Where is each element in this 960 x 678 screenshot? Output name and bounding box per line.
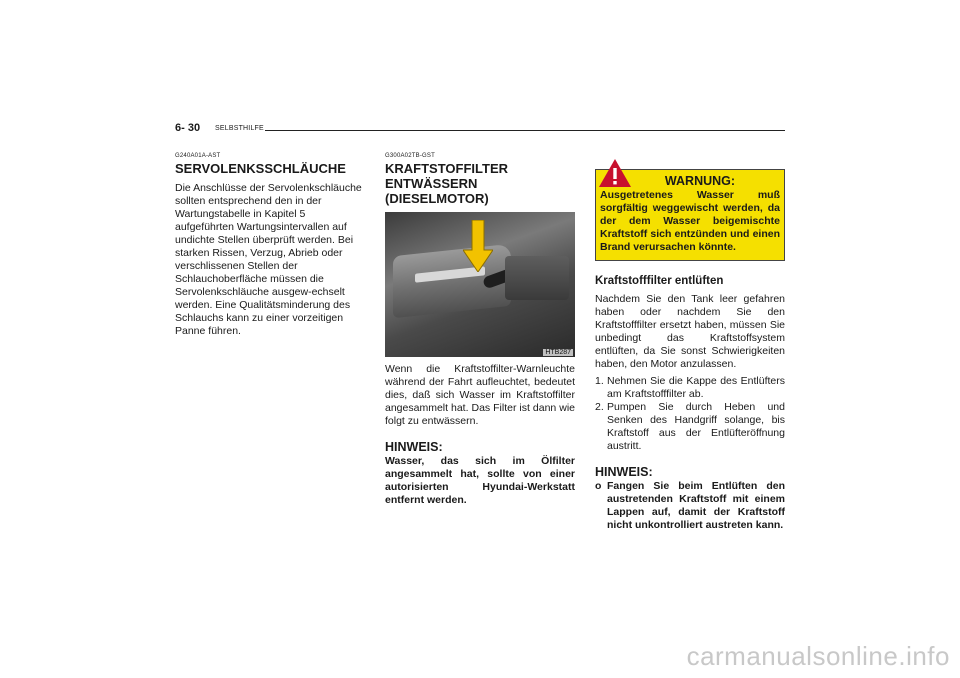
fuel-filter: [505, 256, 569, 300]
column-fuel-filter-drain: [385, 153, 575, 507]
note-list: [595, 480, 785, 532]
warning-box: [595, 169, 785, 261]
section-body: Die Anschlüsse der Servolenkschläuche sollten entsprechend den in der Wartungstabelle in Kapitel 5 aufgeführten Wartungsintervallen auf undichte Stellen überprüft werden. Bei starken Rissen, Verzug, Abrieb oder verschlissenen Stellen der Schlauchoberfläche müssen die Servolenkschläuche ausgew-echselt werden. Eine Qualitätsminderung des Schlauchs kann zu einer vorzeitigen Panne führen.: [175, 182, 362, 337]
warning-text: Ausgetretenes Wasser muß sorgfältig weggewischt werden, da der dem Wasser beigemischte Kraftstoff sich entzünden und einen Brand verursachen könnte.: [600, 189, 780, 253]
step-number: 2.: [595, 401, 604, 413]
header-rule: [265, 130, 785, 131]
step-number: 1.: [595, 375, 604, 387]
section-title: [385, 161, 575, 206]
bullet-mark: o: [595, 480, 602, 492]
section-code: G300A02TB-GST: [385, 153, 435, 159]
engine-photo: [385, 212, 575, 357]
warning-triangle-icon: [598, 158, 632, 188]
section-title-line: ENTWÄSSERN: [385, 176, 478, 191]
subsection-title: Kraftstofffilter entlüften: [595, 275, 724, 287]
list-item: [595, 375, 785, 401]
watermark: carmanualsonline.info: [686, 641, 950, 671]
section-body: Nachdem Sie den Tank leer gefahren haben oder nachdem Sie den Kraftstofffilter ersetzt haben, müssen Sie unbedingt das Kraftstoffsystem entlüften, da Sie sonst Schwierigkeiten haben, den Motor anzulassen.: [595, 293, 785, 370]
note-text: Wasser, das sich im Ölfilter angesammelt hat, sollte von einer autorisierten Hyundai-Werkstatt entfernt werden.: [385, 455, 575, 506]
section-name: SELBSTHILFE: [215, 125, 264, 132]
warning-title: WARNUNG:: [664, 174, 736, 188]
image-caption: HTB287: [545, 349, 571, 356]
section-title-line: KRAFTSTOFFILTER: [385, 161, 509, 176]
step-text: Pumpen Sie durch Heben und Senken des Handgriff solange, bis Kraftstoff aus der Entlüfteröffnung austritt.: [607, 401, 785, 452]
note-title: HINWEIS:: [385, 440, 443, 454]
page-number: 6- 30: [175, 122, 201, 134]
section-title-line: (DIESELMOTOR): [385, 191, 489, 206]
steps-list: [595, 375, 785, 453]
note-item-text: Fangen Sie beim Entlüften den austretenden Kraftstoff mit einem Lappen auf, damit der Kraftstoff nicht unkontrolliert austreten kann.: [607, 480, 785, 531]
page-header: [175, 122, 785, 138]
section-code: G240A01A-AST: [175, 153, 221, 159]
list-item: [595, 480, 785, 532]
note-title: HINWEIS:: [595, 465, 653, 479]
step-text: Nehmen Sie die Kappe des Entlüfters am Kraftstofffilter ab.: [607, 375, 785, 400]
list-item: [595, 401, 785, 453]
arrow-down-icon: [463, 220, 493, 272]
section-title: SERVOLENKSSCHLÄUCHE: [175, 161, 346, 176]
column-fuel-filter-bleed: [595, 153, 785, 532]
column-power-steering-hoses: [175, 153, 364, 338]
section-body: Wenn die Kraftstoffilter-Warnleuchte während der Fahrt aufleuchtet, bedeutet dies, daß sich Wasser im Kraftstoffilter angesammelt hat. Das Filter ist dann wie folgt zu entwässern.: [385, 363, 575, 427]
